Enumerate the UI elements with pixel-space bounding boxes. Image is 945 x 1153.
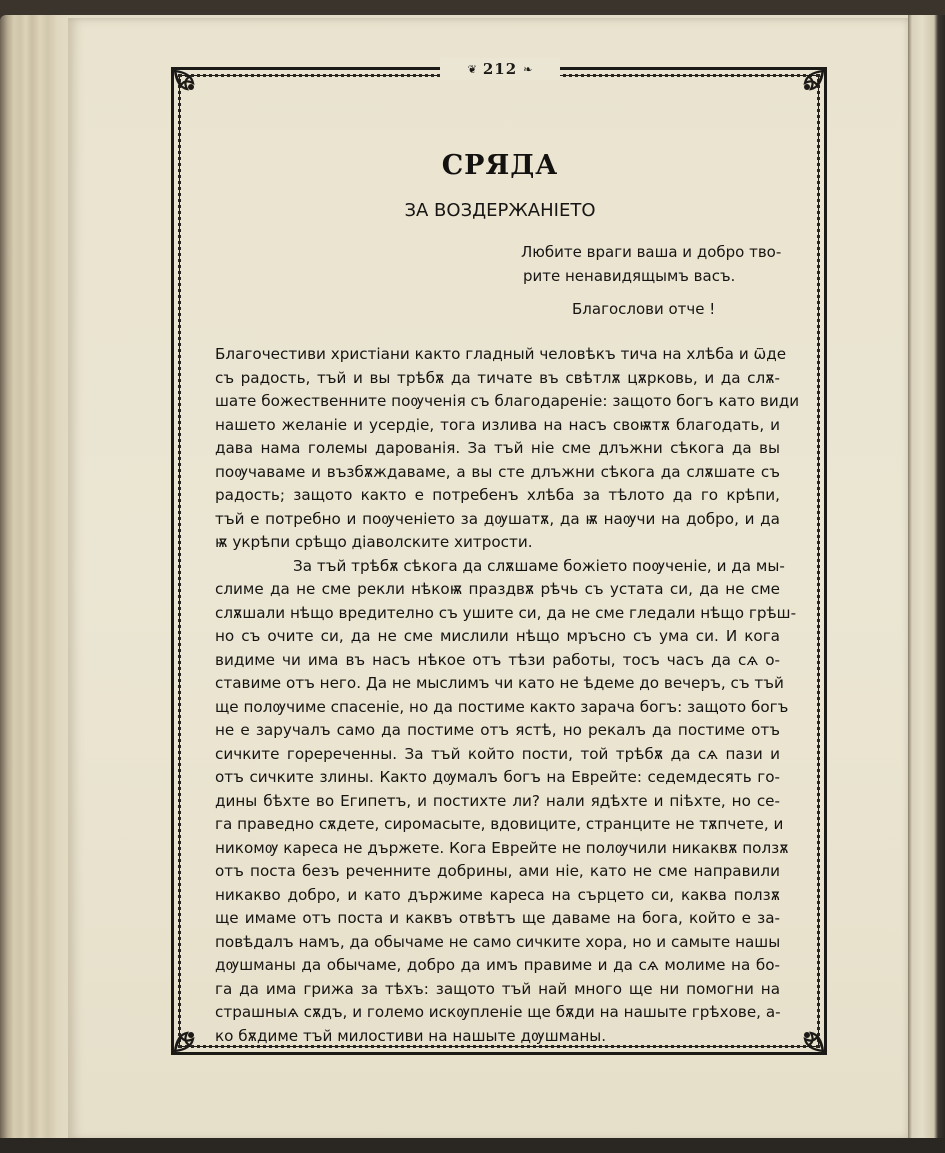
text-line: ще имаме отъ поста и каквъ отвѣтъ ще даваме на бога, който е за- [215, 909, 780, 927]
text-line: слѫшали нѣщо вредително съ ушите си, да не сме гледали нѣщо грѣш- [215, 603, 797, 622]
text-line: ко бѫдиме тъй милостиви на нашыте дѹшманы. [215, 1026, 607, 1045]
text-line: поѹчаваме и възбѫждаваме, а вы сте длъжни сѣкога да слѫшате съ [215, 462, 780, 481]
body-text [215, 343, 800, 1048]
text-line: Благочестиви христіани както гладный человѣкъ тича на хлѣба и ѿде [215, 345, 787, 363]
leaf-ornament-icon: ❧ [523, 62, 533, 76]
text-line: тъй е потребно и поѹченіето за дѹшатѫ, да ѭ наѹчи на добро, и да [215, 509, 780, 528]
text-line: нашето желаніе и усердіе, тога излива на насъ своѭтѫ благодать, и [215, 415, 780, 434]
text-line: дава нама големы дарованія. За тъй ніе сме длъжни сѣкога да вы [215, 439, 780, 457]
text-line: За тъй трѣбѫ сѣкога да слѫшаме божіето поѹченіе, и да мы- [293, 556, 785, 575]
text-line: шате божественните поѹченія съ благодареніе: защото богъ като види [215, 392, 800, 410]
text-line: га праведно сѫдете, сиромасыте, вдовиците, странците не тѫпчете, и [215, 815, 784, 833]
page-subtitle: ЗА ВОЗДЕРЖАНІЕТО [404, 200, 596, 221]
text-line: дины бѣхте во Египетъ, и постихте ли? нали ядѣхте и піѣхте, но се- [215, 791, 780, 810]
blessing: Благослови отче ! [572, 300, 716, 318]
text-line: сичките горереченны. За тъй който пости, той трѣбѫ да сѧ пази и [215, 744, 780, 763]
epigraph [521, 240, 811, 288]
text-line: радость; защото както е потребенъ хлѣба за тѣлото да го крѣпи, [215, 486, 780, 504]
book-spine [908, 15, 945, 1153]
text-line: съ радость, тъй и вы трѣбѫ да тичате въ свѣтлѫ цѫрковь, и да слѫ- [215, 368, 780, 387]
corner-ornament-icon [171, 67, 209, 105]
text-line: слиме да не сме рекли нѣкоѭ праздвѫ рѣчь съ устата си, да не сме [215, 580, 780, 598]
text-line: никакво добро, и като държиме кареса на сърцето си, каква ползѫ [215, 885, 780, 904]
corner-ornament-icon [171, 1017, 209, 1055]
leaf-ornament-icon: ❦ [467, 62, 477, 76]
bottom-shadow [0, 1138, 945, 1153]
page-number: 212 [482, 60, 518, 78]
text-line: ставиме отъ него. Да не мыслимъ чи като не ѣдеме до вечеръ, съ тъй [215, 674, 784, 692]
text-line: страшныѧ сѫдъ, и големо искѹпленіе ще бѫди на нашыте грѣхове, а- [215, 1003, 781, 1021]
text-line: но съ очите си, да не сме мислили нѣщо мръсно съ ума си. И кога [215, 627, 780, 645]
text-line: отъ сичките злины. Както дѹмалъ богъ на Еврейте: седемдесять го- [215, 768, 780, 786]
text-line: дѹшманы да обычаме, добро да имъ правиме и да сѧ молиме на бо- [215, 956, 780, 974]
text-line: видиме чи има въ насъ нѣкое отъ тѣзи работы, тосъ часъ да сѧ о- [215, 650, 780, 669]
page-title: СРЯДА [441, 150, 559, 181]
text-line: га да има грижа за тѣхъ: защото тъй най много ще ни помогни на [215, 979, 780, 998]
text-line: ѭ укрѣпи срѣщо діаволските хитрости. [215, 533, 533, 551]
text-line: никомѹ кареса не държете. Кога Еврейте не полѹчили никаквѫ ползѫ [215, 838, 789, 857]
epigraph-line: рите ненавидящымъ васъ. [523, 267, 736, 285]
corner-ornament-icon [789, 1017, 827, 1055]
text-line: ще полѹчиме спасеніе, но да постиме както зарача богъ: защото богъ [215, 697, 789, 716]
text-line: повѣдалъ намъ, да обычаме не само сичките хора, но и самыте нашы [215, 932, 781, 951]
text-line: не е заручалъ само да постиме отъ ястѣ, но рекалъ да постиме отъ [215, 721, 780, 739]
text-line: отъ поста безъ реченните добрины, ами ніе, като не сме направили [215, 862, 780, 880]
epigraph-line: Любите враги ваша и добро тво- [521, 243, 782, 261]
corner-ornament-icon [789, 67, 827, 105]
page-header [440, 58, 560, 80]
